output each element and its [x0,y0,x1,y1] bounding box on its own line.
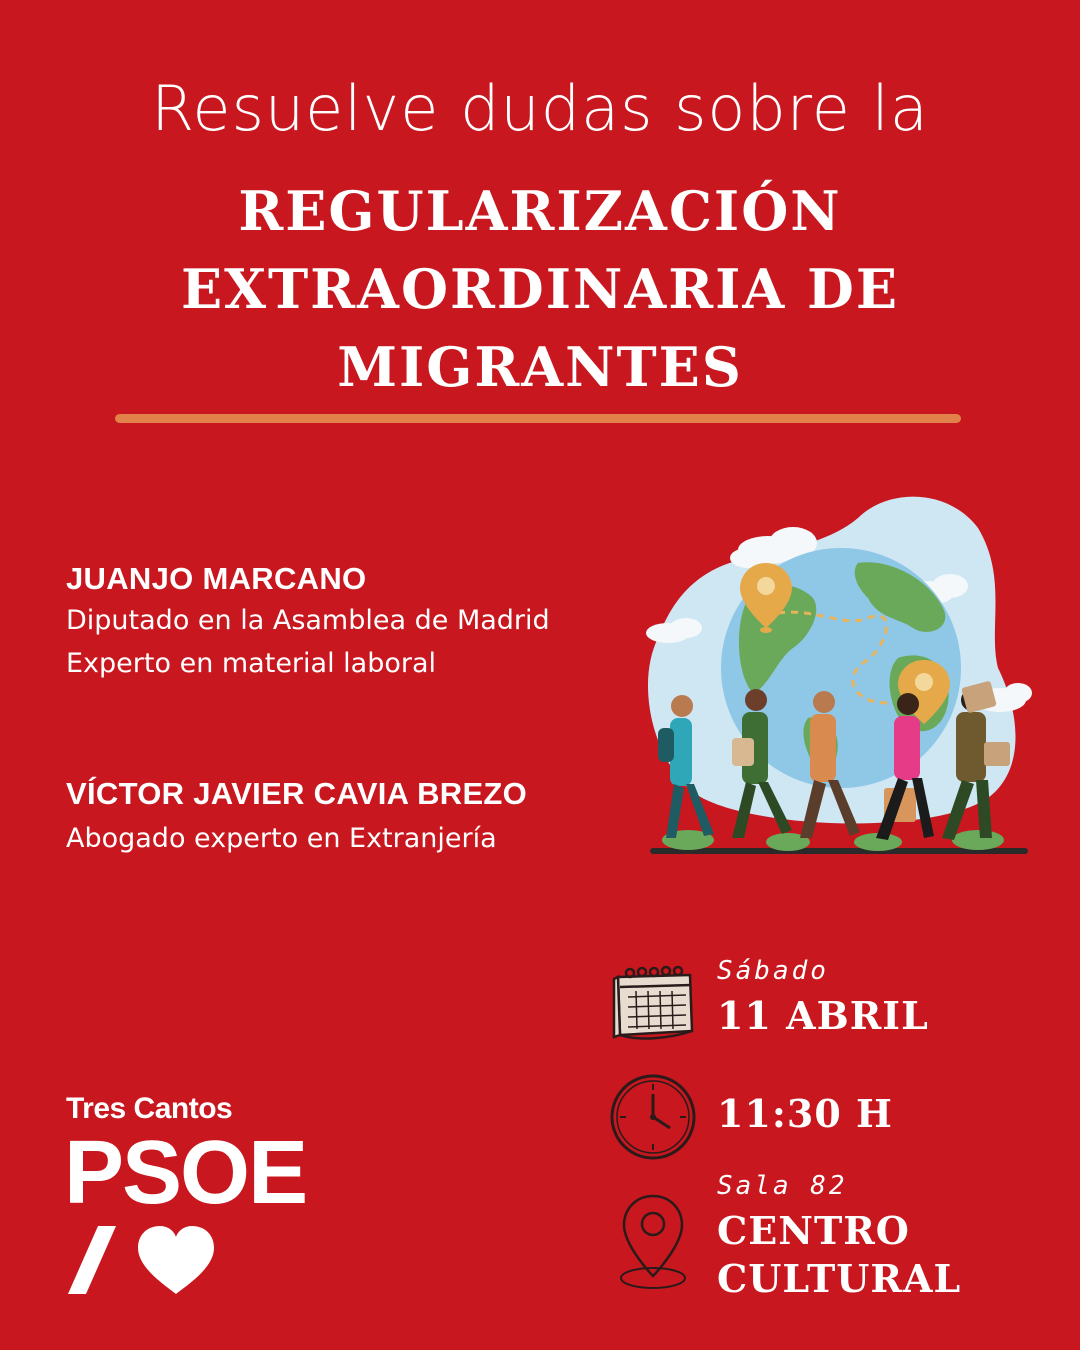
migrants-globe-illustration [628,488,1033,860]
speaker-name: VÍCTOR JAVIER CAVIA BREZO [66,776,528,811]
title-line: MIGRANTES [337,335,743,399]
event-place: CENTRO [717,1208,910,1253]
rose-heart-logo-icon [66,1224,220,1296]
event-room: Sala 82 [717,1171,848,1201]
event-date: 11 ABRIL [717,993,929,1038]
logo-city: Tres Cantos [66,1092,233,1125]
speaker-name: JUANJO MARCANO [66,561,367,596]
event-day: Sábado [717,956,829,986]
clock-icon [608,1072,698,1162]
event-place: CULTURAL [717,1256,962,1301]
title-line: EXTRAORDINARIA DE [180,257,900,321]
speaker-role: Experto en material laboral [66,648,437,679]
title-line: REGULARIZACIÓN [238,179,842,243]
location-pin-icon [616,1190,690,1294]
logo-name: PSOE [64,1123,307,1223]
subtitle: Resuelve dudas sobre la [151,72,929,145]
speaker-role: Abogado experto en Extranjería [66,823,497,854]
speaker-role: Diputado en la Asamblea de Madrid [66,605,550,636]
event-time: 11:30 H [717,1091,893,1136]
divider [115,414,961,423]
page-title [60,172,1020,406]
calendar-icon [608,965,698,1043]
